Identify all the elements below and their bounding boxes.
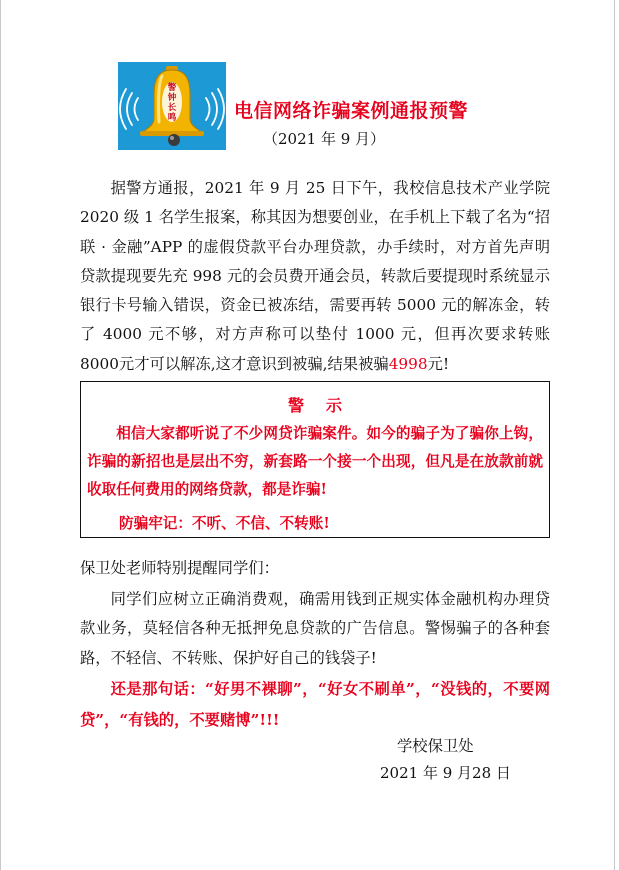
document-title: 电信网络诈骗案例通报预警 [234, 100, 469, 122]
warning-title: 警示 [287, 396, 364, 415]
logo-text-char-1: 警 [167, 83, 177, 93]
logo-text-char-2: 钟 [167, 93, 177, 103]
case-text: 据警方通报，2021 年 9 月 25 日下午，我校信息技术产业学院 2020 级 1 名学生报案，称其因为想要创业，在手机上下载了名为“招联 · 金融”APP 的虚假贷款平台办理贷款，办手续时，对方首先声明贷款提现要先充 998 元的会员费开通会员，转款后要提现时系统显示银行卡号输入错误，资金已被冻结，需要再转 5000 元的解冻金，转了 4000 元不够，对方声称可以垫付 1000 元，但再次要求转账 8000元才可以解冻,这才意识到被骗,结果被骗 [80, 179, 550, 373]
logo-text-char-4: 鸣 [167, 113, 177, 123]
warning-text: 相信大家都听说了不少网贷诈骗案件。如今的骗子为了骗你上钩，诈骗的新招也是层出不穷，新套路一个接一个出现，但凡是在放款前就收取任何费用的网络贷款，都是诈骗! [87, 425, 543, 499]
signature-org: 学校保卫处 [397, 737, 474, 755]
slogan-paragraph: 还是那句话：“好男不裸聊”，“好女不刷单”，“没钱的，不要网贷”，“有钱的，不要赌博”!!! [80, 680, 550, 729]
signature-date: 2021 年 9 月28 日 [380, 764, 511, 782]
warning-motto: 防骗牢记：不听、不信、不转账! [119, 515, 330, 532]
page-frame-left [0, 0, 1, 870]
alarm-bell-logo [118, 62, 226, 150]
case-paragraph [80, 174, 550, 379]
loss-amount: 4998 [388, 354, 428, 373]
case-text-end: 元! [427, 354, 450, 373]
page-frame-right [614, 0, 615, 870]
warning-box [80, 381, 550, 538]
report-period: （2021 年 9 月） [263, 130, 386, 148]
notice-paragraph: 同学们应树立正确消费观，确需用钱到正规实体金融机构办理贷款业务，莫轻信各种无抵押免息贷款的广告信息。警惕骗子的各种套路，不轻信、不转账、保护好自己的钱袋子! [80, 590, 550, 667]
logo-text-char-3: 长 [167, 103, 177, 113]
notice-heading: 保卫处老师特别提醒同学们： [80, 559, 279, 577]
